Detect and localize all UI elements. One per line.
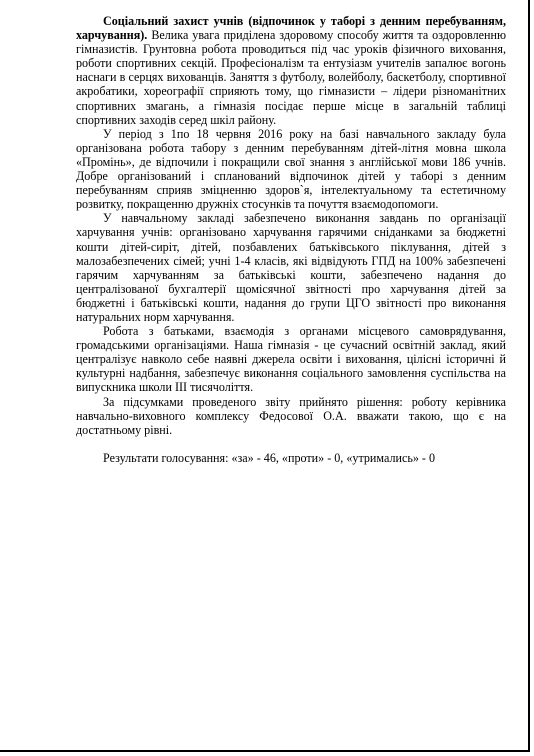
- paragraph-social-protection: [76, 14, 506, 127]
- paragraph-parents-cooperation: Робота з батьками, взаємодія з органами місцевого самоврядування, громадськими організаціями. Наша гімназія - це сучасний освітній заклад, який централізує навколо себе наявні джерела освіти і виховання, цілісні історичні й культурні надбання, забезпечує виконання соціального замовлення суспільства на випускника школи ІІІ тисячоліття.: [76, 324, 506, 395]
- paragraph-text: Велика увага приділена здоровому способу життя та оздоровленню гімназистів. Грунтовна робота проводиться під час уроків фізичного виховання, роботи спортивних секцій. Професіоналізм та ентузіазм учителів запалює вогонь наснаги в серцях вихованців. Заняття з футболу, волейболу, баскетболу, спортивної акробатики, хореографії сприяють тому, що гімназисти – лідери різноманітних спортивних змагань, а гімназія посідає перше місце в загальній таблиці спортивних заходів серед шкіл району.: [76, 28, 506, 127]
- document-body: [76, 14, 506, 465]
- paragraph-summer-camp: У період з 1по 18 червня 2016 року на базі навчального закладу була організована робота табору з денним перебуванням дітей-літня мовна школа «Промінь», де відпочили і покращили свої знання з англійської мови 186 учнів. Добре організований і спланований відпочинок дітей у таборі з денним перебуванням сприяв зміцненню здоров`я, інтелектуальному та естетичному розвитку, покращенню дружніх стосунків та почуття взаємодопомоги.: [76, 126, 506, 212]
- paragraph-nutrition: У навчальному закладі забезпечено виконання завдань по організації харчування учнів: організовано харчування гарячими сніданками за бюджетні кошти дітей-сиріт, дітей, позбавлених батьківського піклування, дітей з малозабезпечених сімей; учні 1-4 класів, які відвідують ГПД на 100% забезпечені гарячим харчуванням за батьківські кошти, забезпечено надання до централізованої бухгалтерії щомісячної звітності про харчування дітей за бюджетні і батьківські кошти, надання до групи ЦГО звітності про виконання натуральних норм харчування.: [76, 211, 506, 324]
- vote-results: Результати голосування: «за» - 46, «проти» - 0, «утримались» - 0: [103, 450, 435, 465]
- paragraph-decision: За підсумками проведеного звіту прийнято рішення: роботу керівника навчально-виховного комплексу Федосової О.А. вважати такою, що є на достатньому рівні.: [76, 394, 506, 437]
- section-heading: Соціальний захист учнів (відпочинок у таборі з денним перебуванням, харчування).: [76, 14, 506, 43]
